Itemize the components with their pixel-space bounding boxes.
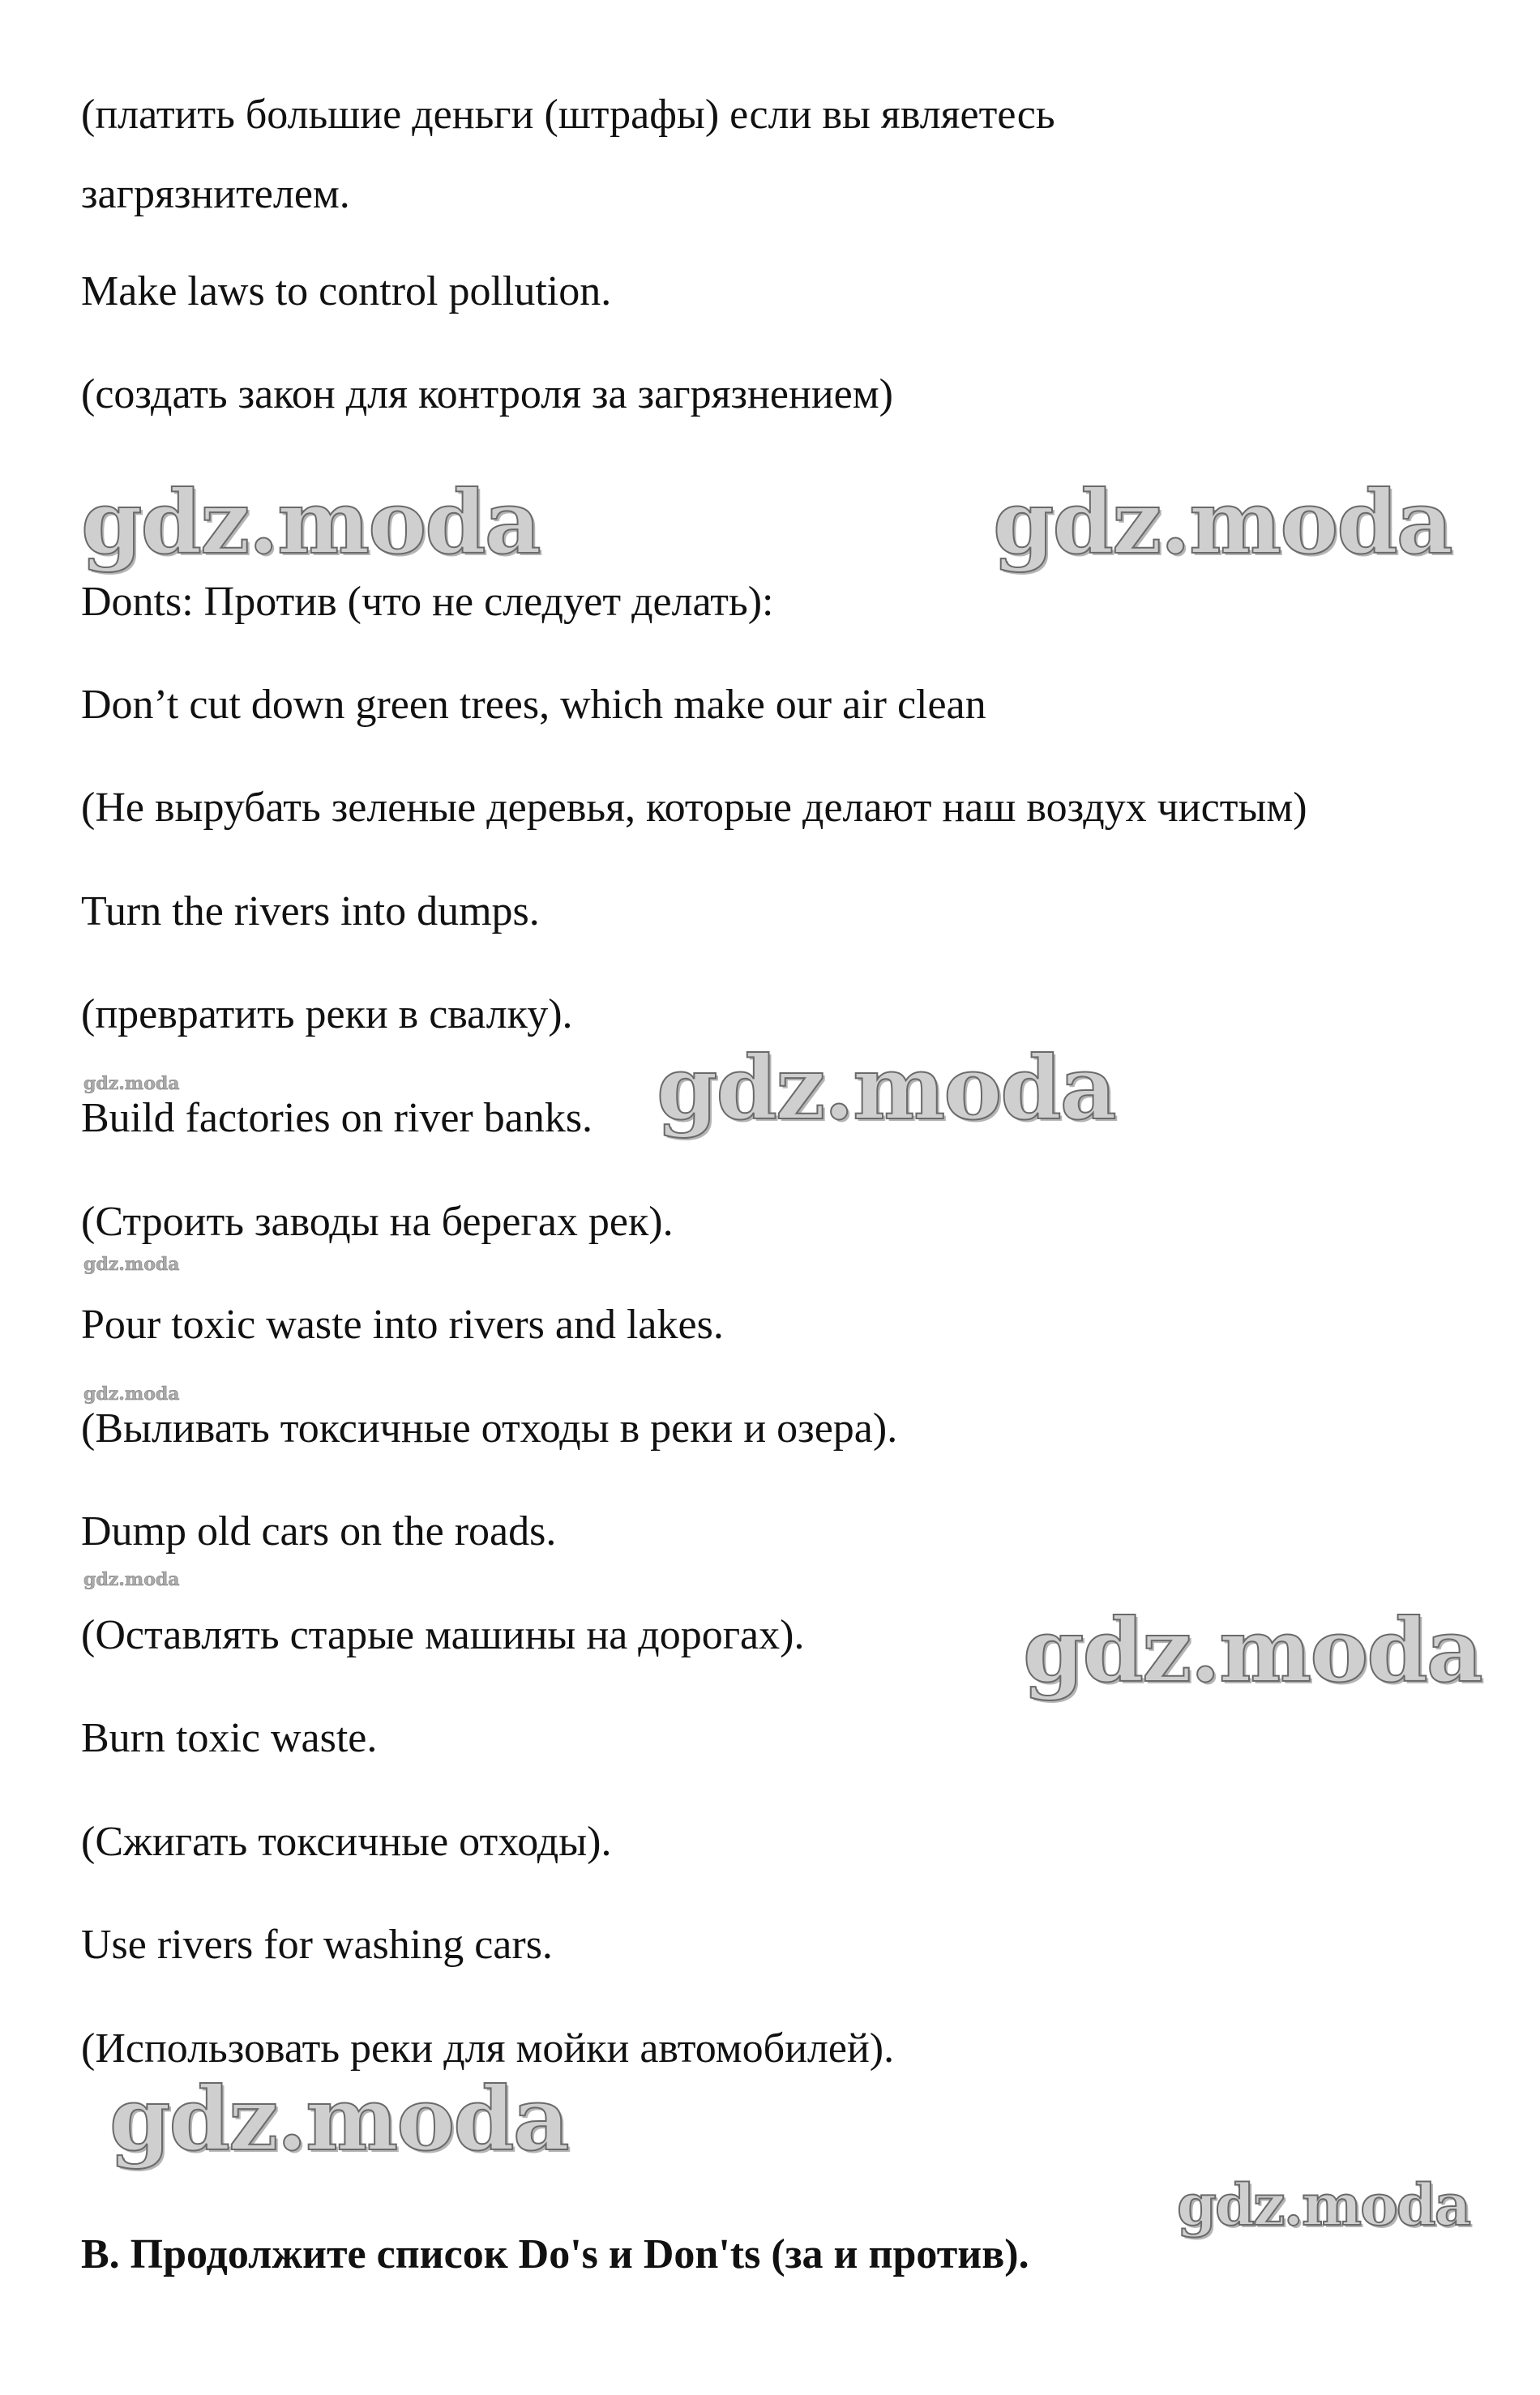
text-line: (создать закон для контроля за загрязнением): [81, 371, 893, 417]
text-line: Use rivers for washing cars.: [81, 1922, 553, 1968]
text-line: (превратить реки в свалку).: [81, 991, 573, 1037]
text-line: (Не вырубать зеленые деревья, которые делают наш воздух чистым): [81, 785, 1307, 831]
watermark-logo: gdz.moda: [81, 472, 540, 574]
text-line: загрязнителем.: [81, 171, 350, 217]
text-line: (платить большие деньги (штрафы) если вы являетесь: [81, 92, 1055, 138]
text-line: Build factories on river banks.: [81, 1095, 593, 1141]
text-line: (Строить заводы на берегах рек).: [81, 1199, 674, 1245]
watermark-logo: gdz.moda: [1177, 2171, 1470, 2239]
exercise-heading: B. Продолжите список Do's и Don'ts (за и против).: [81, 2231, 1029, 2277]
text-line: Make laws to control pollution.: [81, 268, 612, 314]
text-line: Pour toxic waste into rivers and lakes.: [81, 1302, 724, 1348]
watermark-logo: gdz.moda: [993, 472, 1452, 574]
text-line: Burn toxic waste.: [81, 1715, 378, 1761]
text-line: (Сжигать токсичные отходы).: [81, 1819, 612, 1865]
text-line: (Выливать токсичные отходы в реки и озера).: [81, 1405, 898, 1452]
text-line: (Оставлять старые машины на дорогах).: [81, 1612, 805, 1658]
text-line: Dump old cars on the roads.: [81, 1508, 557, 1555]
text-line: (Использовать реки для мойки автомобилей).: [81, 2025, 895, 2072]
text-line: Turn the rivers into dumps.: [81, 888, 540, 934]
watermark-small: gdz.moda: [83, 1073, 180, 1094]
watermark-logo: gdz.moda: [1023, 1600, 1482, 1702]
watermark-logo: gdz.moda: [109, 2068, 568, 2170]
text-line: Don’t cut down green trees, which make our air clean: [81, 682, 986, 728]
watermark-small: gdz.moda: [83, 1254, 180, 1275]
watermark-small: gdz.moda: [83, 1569, 180, 1590]
watermark-logo: gdz.moda: [657, 1037, 1115, 1140]
watermark-small: gdz.moda: [83, 1384, 180, 1405]
section-label-donts: Donts: Против (что не следует делать):: [81, 579, 774, 625]
